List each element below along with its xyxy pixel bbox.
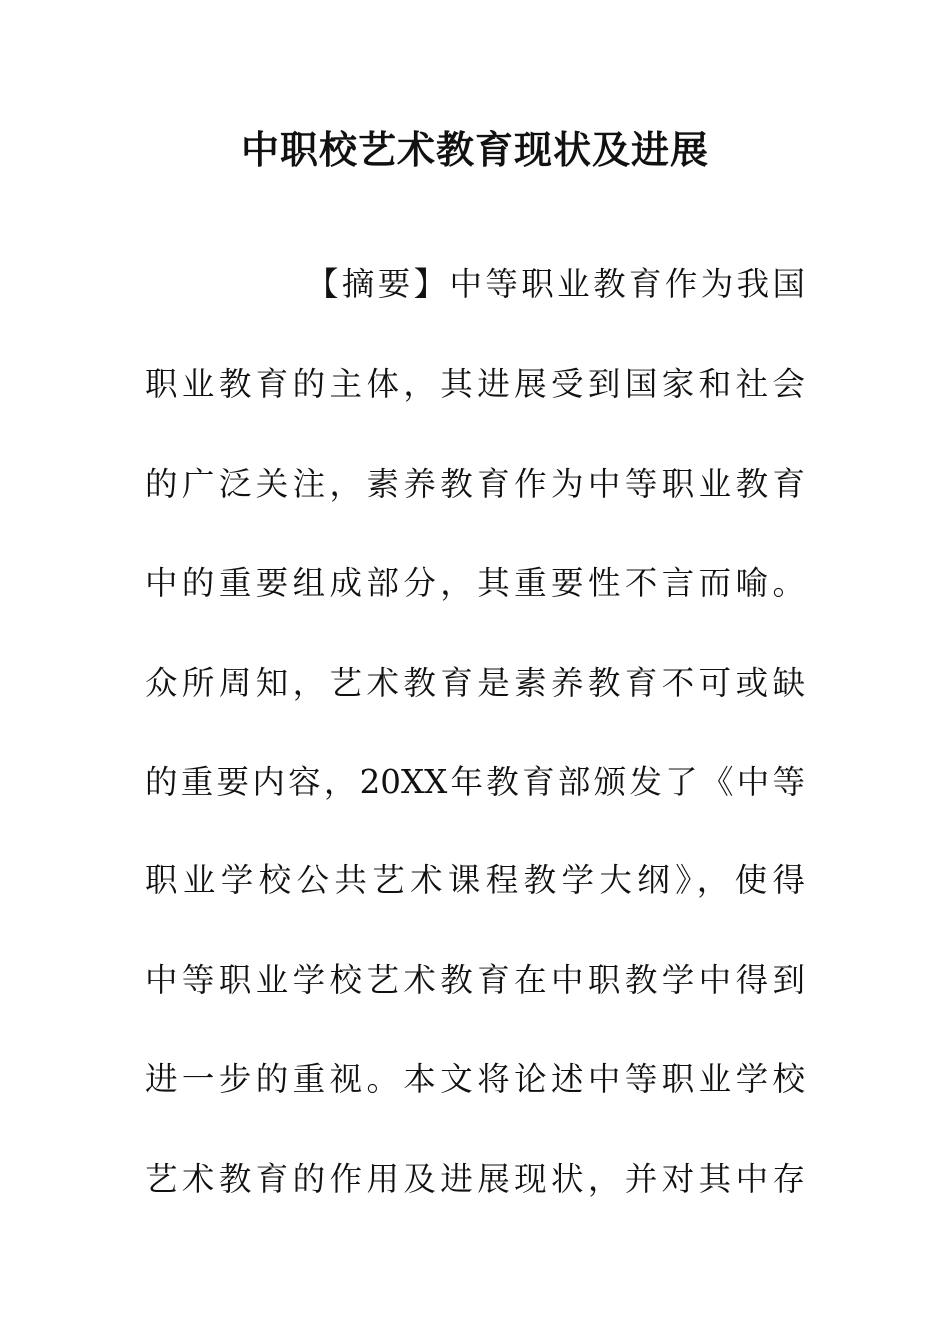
abstract-line: 职业教育的主体，其进展受到国家和社会 <box>145 365 805 403</box>
abstract-line: 进一步的重视。本文将论述中等职业学校 <box>145 1060 805 1098</box>
abstract-line: 艺术教育的作用及进展现状，并对其中存 <box>145 1160 805 1198</box>
abstract-line: 【摘要】中等职业教育作为我国 <box>306 265 805 303</box>
abstract-line: 的广泛关注，素养教育作为中等职业教育 <box>145 465 805 503</box>
abstract-line: 职业学校公共艺术课程教学大纲》，使得 <box>145 861 805 899</box>
document-title: 中职校艺术教育现状及进展 <box>240 127 709 172</box>
abstract-line: 中等职业学校艺术教育在中职教学中得到 <box>145 961 805 999</box>
abstract-line: 的重要内容，20XX年教育部颁发了《中等 <box>145 763 805 801</box>
abstract-line: 中的重要组成部分，其重要性不言而喻。 <box>145 564 805 602</box>
abstract-line: 众所周知，艺术教育是素养教育不可或缺 <box>145 664 805 702</box>
